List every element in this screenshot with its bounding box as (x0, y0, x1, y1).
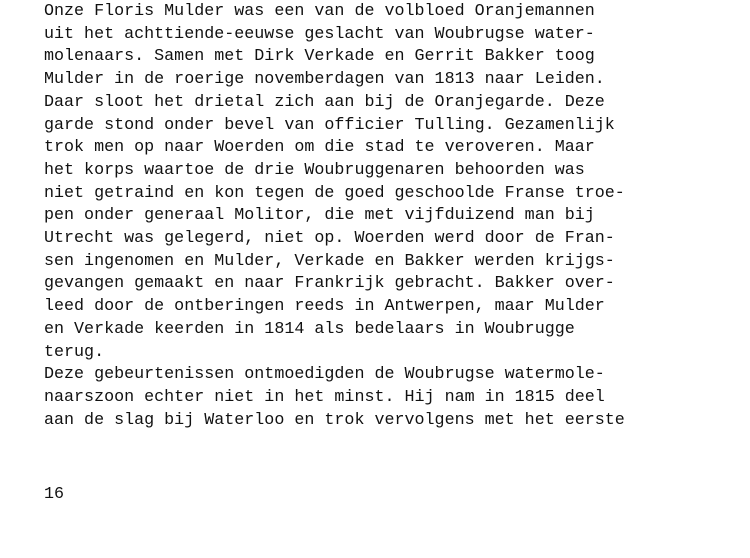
text-line: Daar sloot het drietal zich aan bij de Oranjegarde. Deze (44, 92, 605, 112)
text-line: naarszoon echter niet in het minst. Hij nam in 1815 deel (44, 387, 605, 407)
text-line: molenaars. Samen met Dirk Verkade en Gerrit Bakker toog (44, 47, 595, 67)
text-line: niet getraind en kon tegen de goed geschoolde Franse troe- (44, 183, 625, 203)
text-line: garde stond onder bevel van officier Tulling. Gezamenlijk (44, 115, 615, 135)
text-line: sen ingenomen en Mulder, Verkade en Bakker werden krijgs- (44, 251, 615, 271)
text-line: Onze Floris Mulder was een van de volbloed Oranjemannen (44, 2, 595, 21)
text-line: het korps waartoe de drie Woubruggenaren behoorden was (44, 160, 585, 180)
text-line: leed door de ontberingen reeds in Antwerpen, maar Mulder (44, 297, 605, 317)
text-line: trok men op naar Woerden om die stad te veroveren. Maar (44, 138, 595, 158)
text-line: Mulder in de roerige novemberdagen van 1813 naar Leiden. (44, 70, 605, 90)
text-line: uit het achttiende-eeuwse geslacht van Woubrugse water- (44, 24, 595, 44)
text-line: aan de slag bij Waterloo en trok vervolgens met het eerste (44, 410, 625, 430)
text-line: pen onder generaal Molitor, die met vijfduizend man bij (44, 206, 595, 226)
text-line: en Verkade keerden in 1814 als bedelaars in Woubrugge (44, 319, 575, 339)
text-line: Utrecht was gelegerd, niet op. Woerden werd door de Fran- (44, 229, 615, 249)
text-line: Deze gebeurtenissen ontmoedigden de Woubrugse watermole- (44, 365, 605, 385)
body-text (44, 1, 625, 432)
page-number: 16 (44, 485, 65, 504)
text-line: terug. (44, 342, 105, 362)
text-line: gevangen gemaakt en naar Frankrijk gebracht. Bakker over- (44, 274, 615, 294)
